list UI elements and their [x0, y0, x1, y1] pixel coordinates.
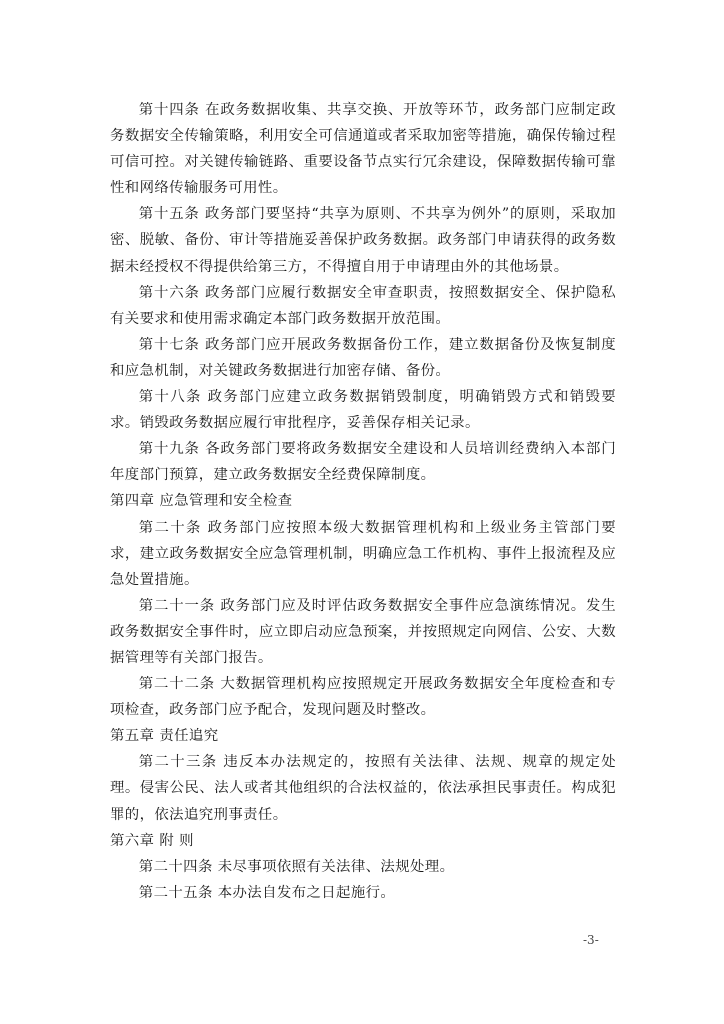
- article-21: 第二十一条 政务部门应及时评估政务数据安全事件应急演练情况。发生政务数据安全事件时，应立即启动应急预案，并按照规定向网信、公安、大数据管理等有关部门报告。: [110, 597, 616, 666]
- article-24: 第二十四条 未尽事项依照有关法律、法规处理。: [138, 858, 455, 875]
- article-15: 第十五条 政务部门要坚持“共享为原则、不共享为例外”的原则，采取加密、脱敏、备份、审计等措施妥善保护政务数据。政务部门申请获得的政务数据未经授权不得提供给第三方，不得擅自用于申请理由外的其他场景。: [110, 206, 616, 275]
- article-20: 第二十条 政务部门应按照本级大数据管理机构和上级业务主管部门要求，建立政务数据安全应急管理机制，明确应急工作机构、事件上报流程及应急处置措施。: [110, 519, 616, 588]
- article-19: 第十九条 各政务部门要将政务数据安全建设和人员培训经费纳入本部门年度部门预算，建立政务数据安全经费保障制度。: [110, 441, 616, 484]
- article-14: 第十四条 在政务数据收集、共享交换、开放等环节，政务部门应制定政务数据安全传输策略，利用安全可信通道或者采取加密等措施，确保传输过程可信可控。对关键传输链路、重要设备节点实行冗余建设，保障数据传输可靠性和网络传输服务可用性。: [110, 102, 616, 197]
- article-23: 第二十三条 违反本办法规定的，按照有关法律、法规、规章的规定处理。侵害公民、法人或者其他组织的合法权益的，依法承担民事责任。构成犯罪的，依法追究刑事责任。: [110, 754, 616, 823]
- article-22: 第二十二条 大数据管理机构应按照规定开展政务数据安全年度检查和专项检查，政务部门应予配合，发现问题及时整改。: [110, 676, 616, 719]
- article-18: 第十八条 政务部门应建立政务数据销毁制度，明确销毁方式和销毁要求。销毁政务数据应履行审批程序，妥善保存相关记录。: [110, 389, 616, 432]
- article-17: 第十七条 政务部门应开展政务数据备份工作，建立数据备份及恢复制度和应急机制，对关键政务数据进行加密存储、备份。: [110, 336, 616, 379]
- chapter-5-heading: 第五章 责任追究: [110, 728, 219, 745]
- chapter-4-heading: 第四章 应急管理和安全检查: [110, 493, 293, 510]
- article-16: 第十六条 政务部门应履行数据安全审查职责，按照数据安全、保护隐私有关要求和使用需求确定本部门政务数据开放范围。: [110, 284, 616, 327]
- page-number: -3-: [583, 933, 599, 947]
- document-body: [110, 97, 616, 906]
- article-25: 第二十五条 本办法自发布之日起施行。: [138, 884, 396, 901]
- chapter-6-heading: 第六章 附 则: [110, 832, 194, 849]
